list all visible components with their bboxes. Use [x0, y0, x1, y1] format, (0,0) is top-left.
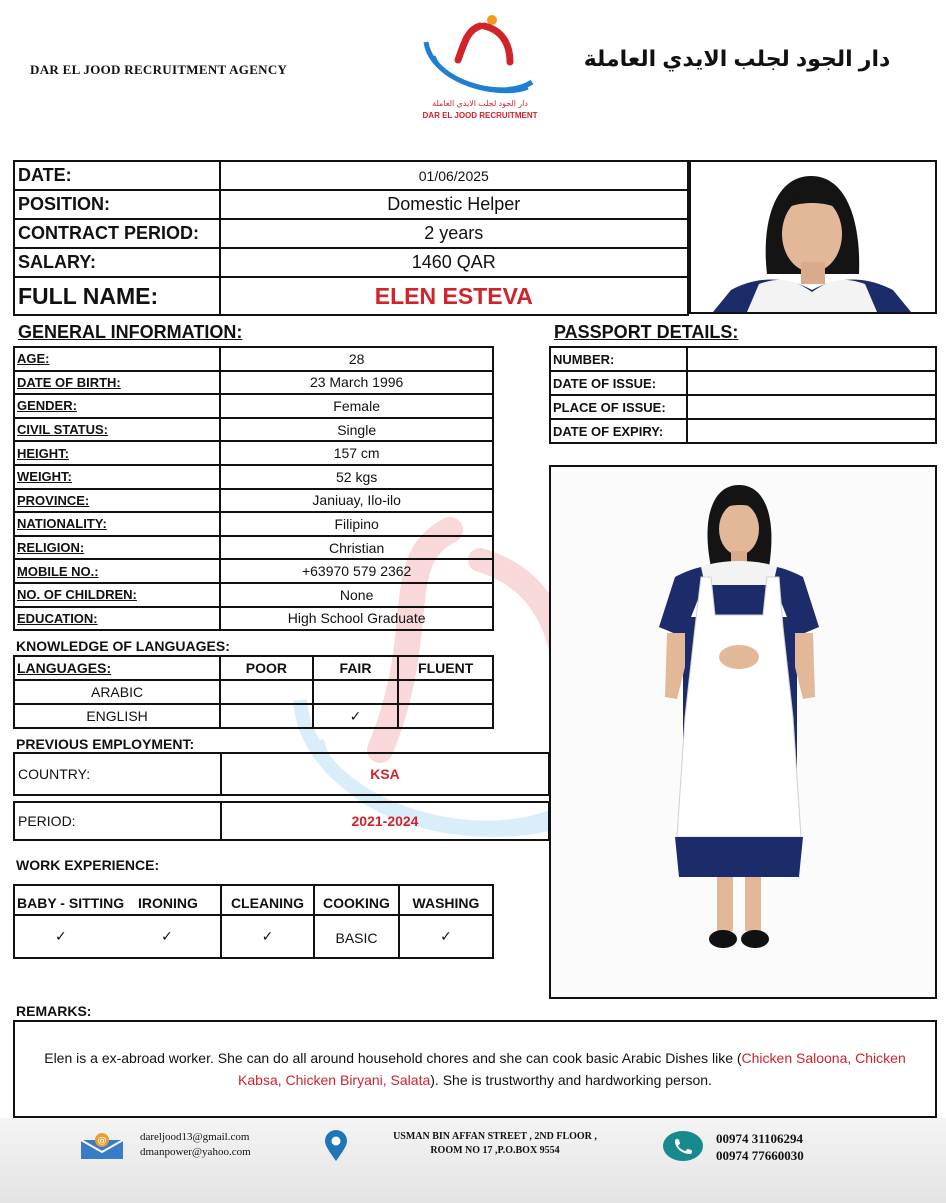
- info-value: Christian: [220, 536, 493, 560]
- washing-check: ✓: [440, 928, 452, 944]
- passport-title: PASSPORT DETAILS:: [554, 322, 739, 342]
- remarks-intro: Elen is a ex-abroad worker. She can do all around household chores and she can cook basic Arabic Dishes like (: [44, 1050, 742, 1066]
- position-value: Domestic Helper: [220, 190, 688, 219]
- info-row: [14, 489, 493, 513]
- info-row: [14, 512, 493, 536]
- location-pin-icon: [324, 1130, 348, 1162]
- portrait-photo: [689, 160, 937, 314]
- languages-header-row: [14, 656, 493, 680]
- full-body-photo: [549, 465, 937, 999]
- languages-title: KNOWLEDGE OF LANGUAGES:: [16, 638, 230, 654]
- agency-name-en: DAR EL JOOD RECRUITMENT AGENCY: [30, 62, 288, 77]
- info-row: [14, 583, 493, 607]
- info-label: HEIGHT:: [14, 441, 220, 465]
- work-experience-table: [13, 884, 494, 959]
- passport-label: NUMBER:: [550, 347, 687, 371]
- passport-label: DATE OF ISSUE:: [550, 371, 687, 395]
- info-value: 28: [220, 347, 493, 371]
- full-name-label: FULL NAME:: [14, 277, 220, 315]
- passport-table: [549, 346, 937, 444]
- remarks-outro: ). She is trustworthy and hardworking person.: [430, 1072, 712, 1088]
- info-label: NO. OF CHILDREN:: [14, 583, 220, 607]
- contract-label: CONTRACT PERIOD:: [14, 219, 220, 248]
- language-poor-cell: [220, 680, 313, 704]
- passport-value: [687, 371, 936, 395]
- passport-value: [687, 419, 936, 443]
- phone-secondary[interactable]: 00974 77660030: [716, 1148, 804, 1163]
- date-label: DATE:: [14, 161, 220, 190]
- info-value: +63970 579 2362: [220, 559, 493, 583]
- period-value: 2021-2024: [351, 813, 419, 829]
- general-info-table: [13, 346, 494, 631]
- address-line-2: ROOM NO 17 ,P.O.BOX 9554: [430, 1145, 560, 1156]
- info-value: 157 cm: [220, 441, 493, 465]
- passport-label: PLACE OF ISSUE:: [550, 395, 687, 419]
- info-value: 52 kgs: [220, 465, 493, 489]
- level-fair-header: FAIR: [313, 656, 399, 680]
- footer-phones: [716, 1130, 804, 1164]
- info-label: PROVINCE:: [14, 489, 220, 513]
- period-row: [13, 801, 550, 841]
- washing-header: WASHING: [412, 895, 480, 911]
- info-label: EDUCATION:: [14, 607, 220, 631]
- salary-value: 1460 QAR: [220, 248, 688, 277]
- date-row: [14, 161, 688, 190]
- remarks-box: [13, 1020, 937, 1118]
- mail-icon: [80, 1132, 124, 1160]
- remarks-title: REMARKS:: [16, 1003, 92, 1019]
- info-row: [14, 347, 493, 371]
- summary-table: [13, 160, 689, 316]
- cooking-header: COOKING: [323, 895, 390, 911]
- info-label: RELIGION:: [14, 536, 220, 560]
- info-label: WEIGHT:: [14, 465, 220, 489]
- info-row: [14, 607, 493, 631]
- info-row: [14, 465, 493, 489]
- language-fair-cell: ✓: [313, 704, 399, 728]
- info-row: [14, 536, 493, 560]
- passport-row: [550, 347, 936, 371]
- agency-logo: [422, 12, 538, 100]
- remarks-dishes: Chicken Saloona, Chicken Kabsa, Chicken Biryani, Salata: [238, 1050, 906, 1088]
- info-value: Janiuay, Ilo-ilo: [220, 489, 493, 513]
- languages-table: [13, 655, 494, 729]
- general-info-title: GENERAL INFORMATION:: [18, 322, 243, 342]
- svg-text:@: @: [97, 1136, 107, 1146]
- info-value: Filipino: [220, 512, 493, 536]
- language-row: [14, 704, 493, 728]
- babysitting-header: BABY - SITTING: [17, 895, 125, 911]
- ironing-check: ✓: [161, 928, 173, 944]
- country-label: COUNTRY:: [15, 754, 222, 794]
- info-label: AGE:: [14, 347, 220, 371]
- languages-col-label: LANGUAGES:: [14, 656, 220, 680]
- info-row: [14, 441, 493, 465]
- country-row: [13, 752, 550, 796]
- position-row: [14, 190, 688, 219]
- info-value: High School Graduate: [220, 607, 493, 631]
- employment-title: PREVIOUS EMPLOYMENT:: [16, 736, 195, 752]
- email-primary[interactable]: dareljood13@gmail.com: [140, 1131, 250, 1143]
- full-body-figure: [551, 467, 935, 997]
- passport-value: [687, 347, 936, 371]
- full-name-value: ELEN ESTEVA: [220, 277, 688, 315]
- passport-row: [550, 395, 936, 419]
- language-row: [14, 680, 493, 704]
- passport-row: [550, 371, 936, 395]
- info-label: CIVIL STATUS:: [14, 418, 220, 442]
- remarks-text: [27, 1047, 923, 1091]
- salary-label: SALARY:: [14, 248, 220, 277]
- period-label: PERIOD:: [15, 803, 222, 839]
- language-fluent-cell: [398, 680, 493, 704]
- passport-label: DATE OF EXPIRY:: [550, 419, 687, 443]
- cleaning-header: CLEANING: [230, 895, 305, 911]
- language-fluent-cell: [398, 704, 493, 728]
- info-row: [14, 371, 493, 395]
- position-label: POSITION:: [14, 190, 220, 219]
- footer-bar: [0, 1118, 946, 1203]
- info-label: NATIONALITY:: [14, 512, 220, 536]
- footer-address: [360, 1130, 630, 1158]
- language-poor-cell: [220, 704, 313, 728]
- passport-row: [550, 419, 936, 443]
- work-experience-title: WORK EXPERIENCE:: [16, 857, 160, 873]
- info-value: Female: [220, 394, 493, 418]
- ironing-header: IRONING: [138, 895, 198, 911]
- level-poor-header: POOR: [220, 656, 313, 680]
- email-secondary[interactable]: dmanpower@yahoo.com: [140, 1146, 251, 1158]
- info-row: [14, 418, 493, 442]
- phone-icon: [662, 1130, 704, 1162]
- logo-caption-en: DAR EL JOOD RECRUITMENT: [422, 111, 538, 120]
- phone-primary[interactable]: 00974 31106294: [716, 1131, 804, 1146]
- info-label: GENDER:: [14, 394, 220, 418]
- language-name: ARABIC: [14, 680, 220, 704]
- cooking-value: BASIC: [335, 930, 378, 946]
- passport-value: [687, 395, 936, 419]
- date-value: 01/06/2025: [220, 161, 688, 190]
- info-value: None: [220, 583, 493, 607]
- info-label: MOBILE NO.:: [14, 559, 220, 583]
- logo-caption-ar: دار الجود لجلب الايدي العاملة: [432, 99, 528, 108]
- country-value: KSA: [370, 766, 400, 782]
- info-value: Single: [220, 418, 493, 442]
- level-fluent-header: FLUENT: [398, 656, 493, 680]
- name-row: [14, 277, 688, 315]
- info-value: 23 March 1996: [220, 371, 493, 395]
- babysitting-check: ✓: [55, 928, 67, 944]
- footer-emails: [140, 1130, 251, 1160]
- info-row: [14, 559, 493, 583]
- contract-value: 2 years: [220, 219, 688, 248]
- language-name: ENGLISH: [14, 704, 220, 728]
- contract-row: [14, 219, 688, 248]
- language-fair-cell: [313, 680, 399, 704]
- address-line-1: USMAN BIN AFFAN STREET , 2ND FLOOR ,: [393, 1131, 597, 1142]
- portrait-figure: [691, 162, 935, 312]
- cleaning-check: ✓: [261, 928, 274, 944]
- agency-name-ar: دار الجود لجلب الايدي العاملة: [583, 46, 891, 71]
- info-label: DATE OF BIRTH:: [14, 371, 220, 395]
- info-row: [14, 394, 493, 418]
- salary-row: [14, 248, 688, 277]
